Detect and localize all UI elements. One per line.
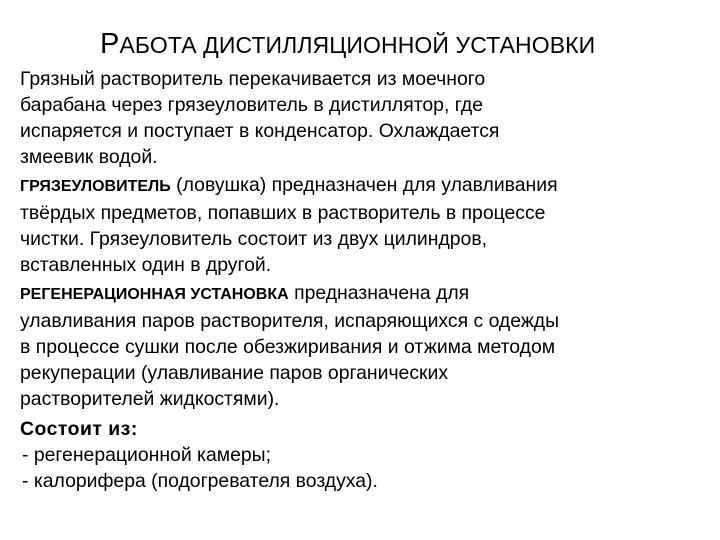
- regen-line: улавливания паров растворителя, испаряющихся с одежды: [20, 310, 560, 332]
- regen-first-line-rest: предназначена для: [288, 282, 470, 304]
- trap-first-line-rest: (ловушка) предназначен для улавливания: [170, 174, 558, 196]
- regen-line: в процессе сушки после обезжиривания и отжима методом: [20, 336, 556, 358]
- intro-paragraph: [20, 66, 710, 170]
- trap-line: твёрдых предметов, попавших в растворитель в процессе: [20, 202, 546, 224]
- regen-line: рекуперации (улавливание паров органических: [20, 362, 449, 384]
- intro-line: испаряется и поступает в конденсатор. Охлаждается: [20, 120, 500, 142]
- trap-line: чистки. Грязеуловитель состоит из двух цилиндров,: [20, 228, 488, 250]
- trap-line: вставленных один в другой.: [20, 254, 272, 276]
- title-rest: АБОТА ДИСТИЛЛЯЦИОННОЙ УСТАНОВКИ: [119, 32, 596, 58]
- regen-line: растворителей жидкостями).: [20, 388, 280, 410]
- title-first-letter: Р: [100, 28, 120, 60]
- consists-label: Состоит из:: [20, 418, 138, 440]
- regen-paragraph: [20, 280, 710, 412]
- regen-first-line: [20, 280, 710, 308]
- list-item: - калорифера (подогревателя воздуха).: [22, 470, 378, 492]
- intro-line: барабана через грязеуловитель в дистиллятор, где: [20, 94, 484, 116]
- slide-body: [20, 66, 710, 494]
- trap-first-line: [20, 172, 710, 200]
- regen-term: РЕГЕНЕРАЦИОННАЯ УСТАНОВКА: [20, 286, 289, 303]
- list-item: - регенерационной камеры;: [22, 444, 271, 466]
- trap-paragraph: [20, 172, 710, 278]
- trap-term: ГРЯЗЕУЛОВИТЕЛЬ: [20, 178, 171, 195]
- intro-line: Грязный растворитель перекачивается из моечного: [20, 68, 486, 90]
- intro-line: змеевик водой.: [20, 146, 158, 168]
- slide-title: [100, 26, 700, 63]
